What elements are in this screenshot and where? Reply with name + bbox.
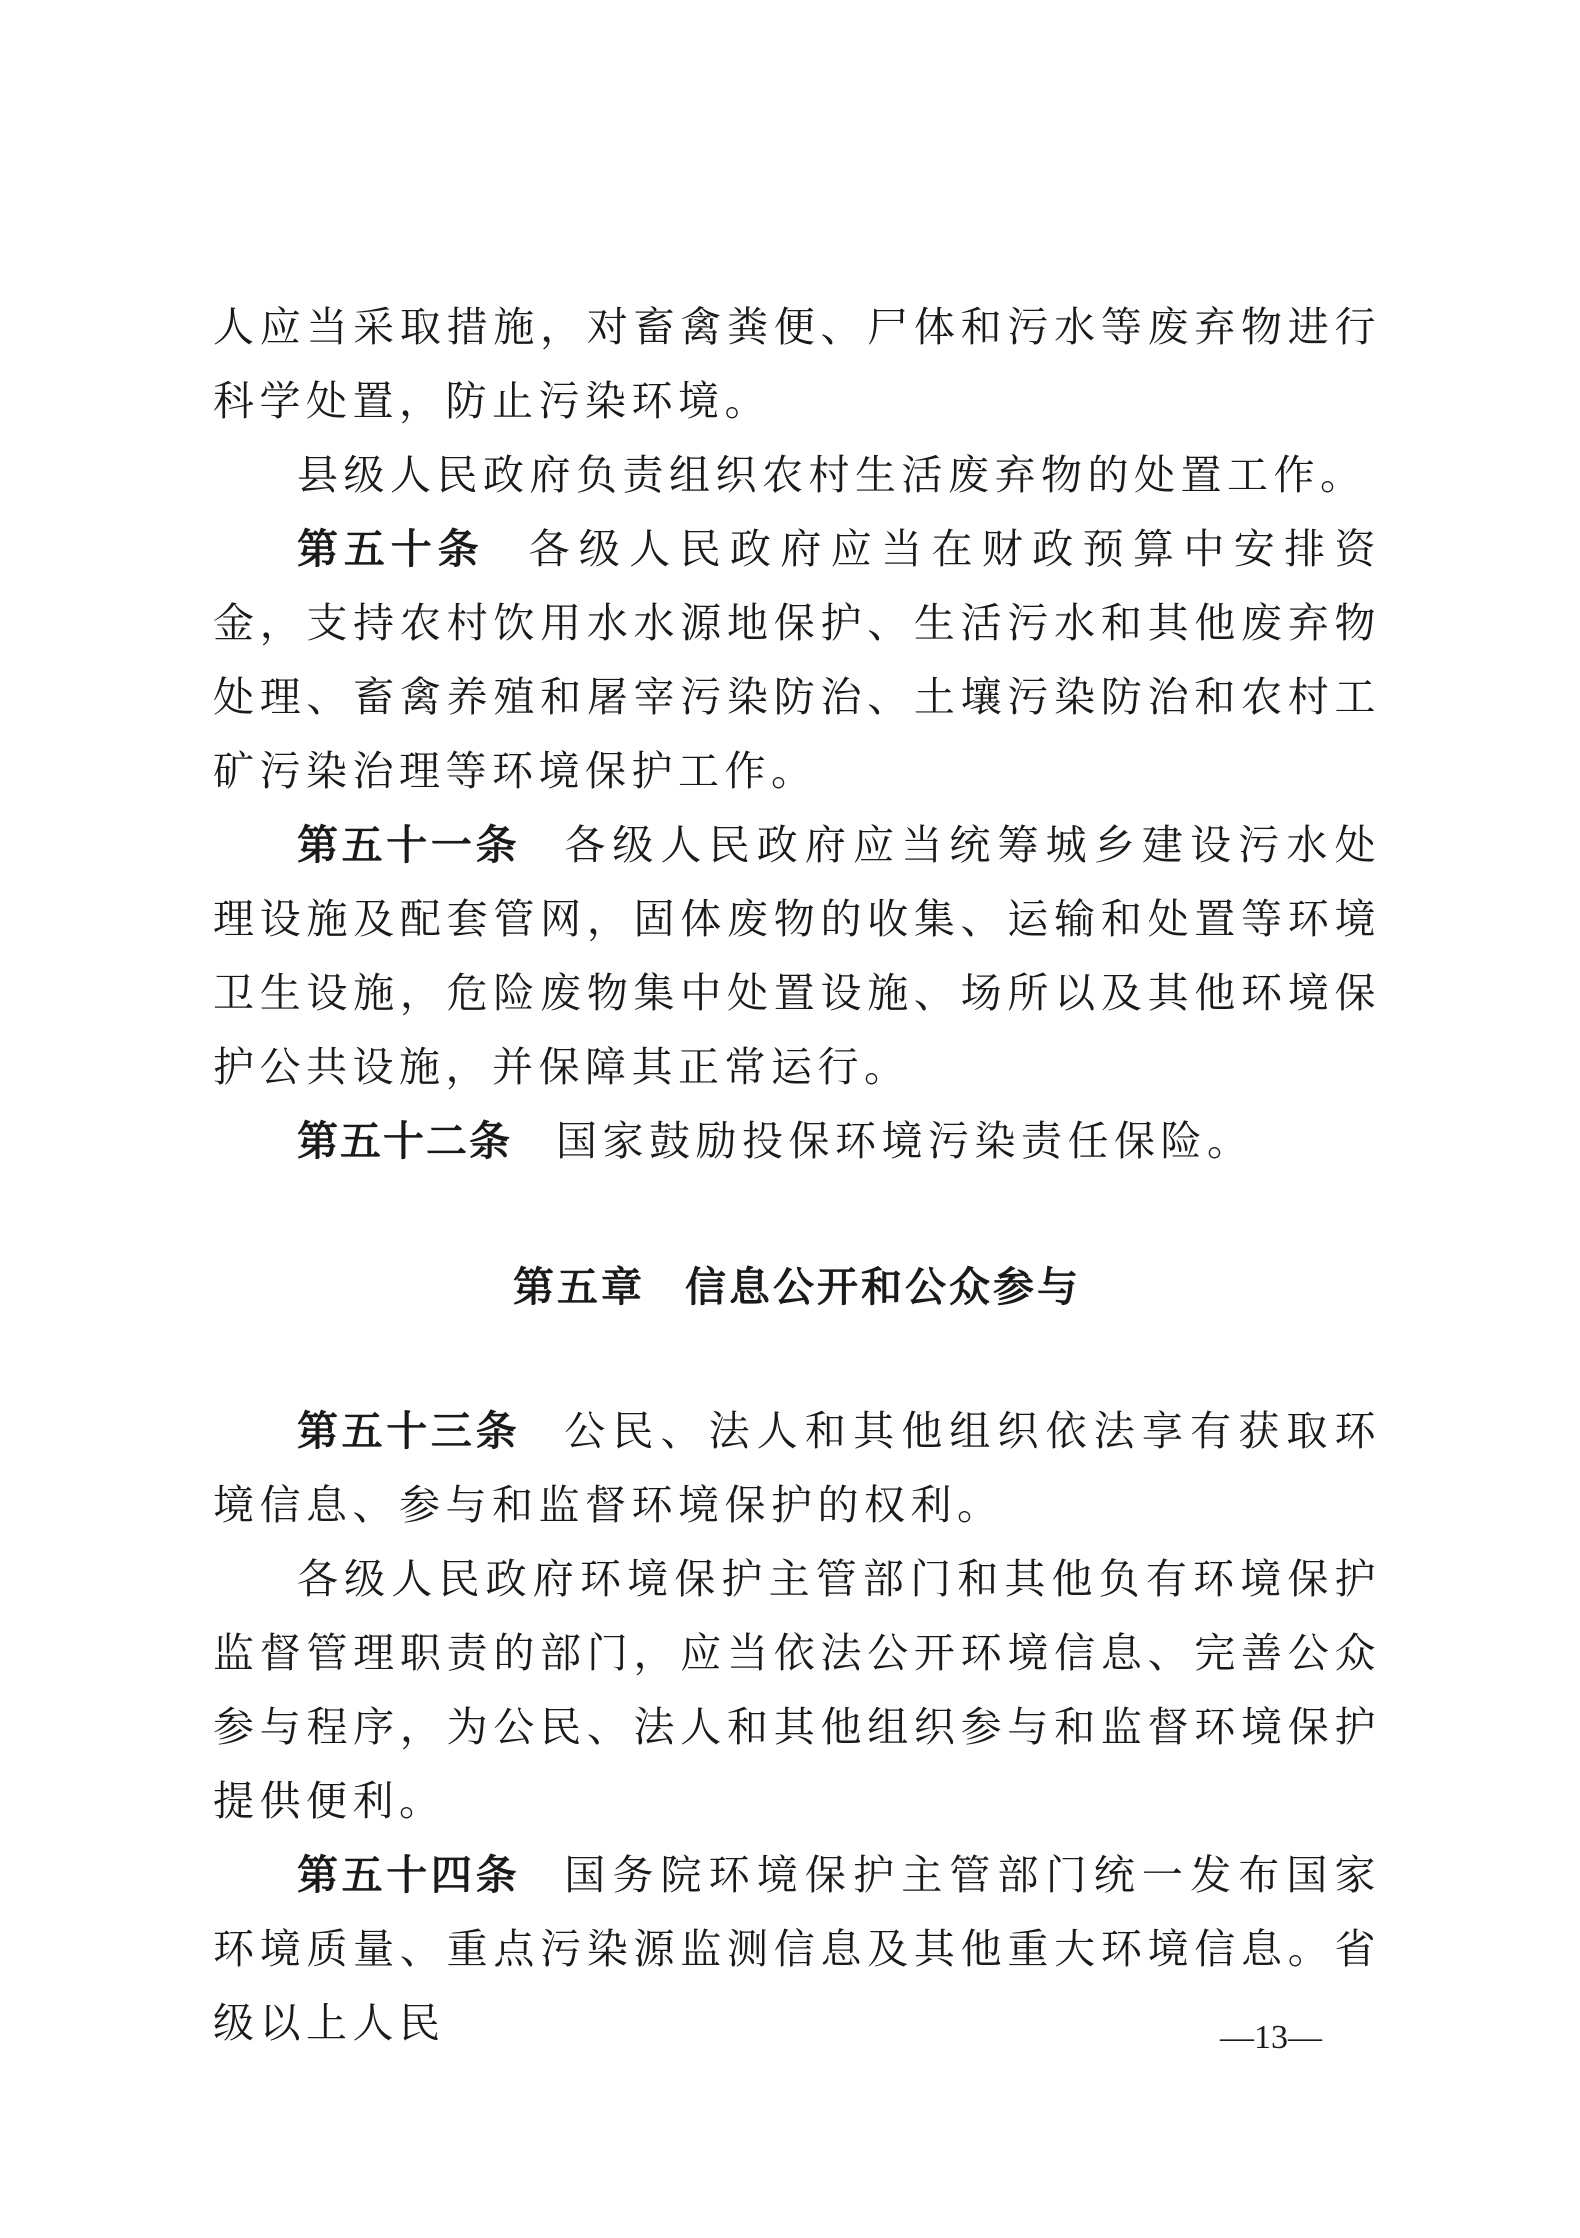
chapter-title: 信息公开和公众参与 bbox=[685, 1263, 1081, 1311]
article-text: 各级人民政府应当统筹城乡建设污水处理设施及配套管网，固体废物的收集、运输和处置等环境卫生设施，危险废物集中处置设施、场所以及其他环境保护公共设施，并保障其正常运行。 bbox=[213, 821, 1382, 1091]
paragraph-text: 各级人民政府环境保护主管部门和其他负有环境保护监督管理职责的部门，应当依法公开环境信息、完善公众参与程序，为公民、法人和其他组织参与和监督环境保护提供便利。 bbox=[213, 1555, 1381, 1825]
article-number: 第五十四条 bbox=[297, 1851, 521, 1899]
article-number: 第五十二条 bbox=[297, 1117, 512, 1165]
paragraph-text: 人应当采取措施，对畜禽粪便、尸体和污水等废弃物进行科学处置，防止污染环境。 bbox=[213, 303, 1381, 425]
article-51 bbox=[213, 808, 1381, 1104]
article-52 bbox=[213, 1104, 1381, 1178]
article-number: 第五十条 bbox=[297, 525, 485, 573]
paragraph-disclosure bbox=[213, 1542, 1381, 1838]
paragraph-continuation bbox=[213, 290, 1381, 438]
article-number: 第五十一条 bbox=[297, 821, 521, 869]
article-53 bbox=[213, 1394, 1381, 1542]
article-54 bbox=[213, 1838, 1381, 2060]
page-number: —13— bbox=[1220, 2019, 1322, 2056]
article-text: 国务院环境保护主管部门统一发布国家环境质量、重点污染源监测信息及其他重大环境信息。省级以上人民 bbox=[213, 1851, 1382, 2047]
article-text: 各级人民政府应当在财政预算中安排资金，支持农村饮用水水源地保护、生活污水和其他废弃物处理、畜禽养殖和屠宰污染防治、土壤污染防治和农村工矿污染治理等环境保护工作。 bbox=[213, 525, 1381, 795]
paragraph-text: 县级人民政府负责组织农村生活废弃物的处置工作。 bbox=[297, 451, 1367, 499]
chapter-heading bbox=[213, 1178, 1381, 1394]
paragraph-rural-waste bbox=[213, 438, 1381, 512]
article-text: 公民、法人和其他组织依法享有获取环境信息、参与和监督环境保护的权利。 bbox=[213, 1407, 1382, 1529]
article-50 bbox=[213, 512, 1381, 808]
article-number: 第五十三条 bbox=[297, 1407, 521, 1455]
page-body bbox=[213, 290, 1381, 2060]
chapter-number: 第五章 bbox=[513, 1263, 645, 1311]
article-text: 国家鼓励投保环境污染责任保险。 bbox=[556, 1117, 1254, 1165]
